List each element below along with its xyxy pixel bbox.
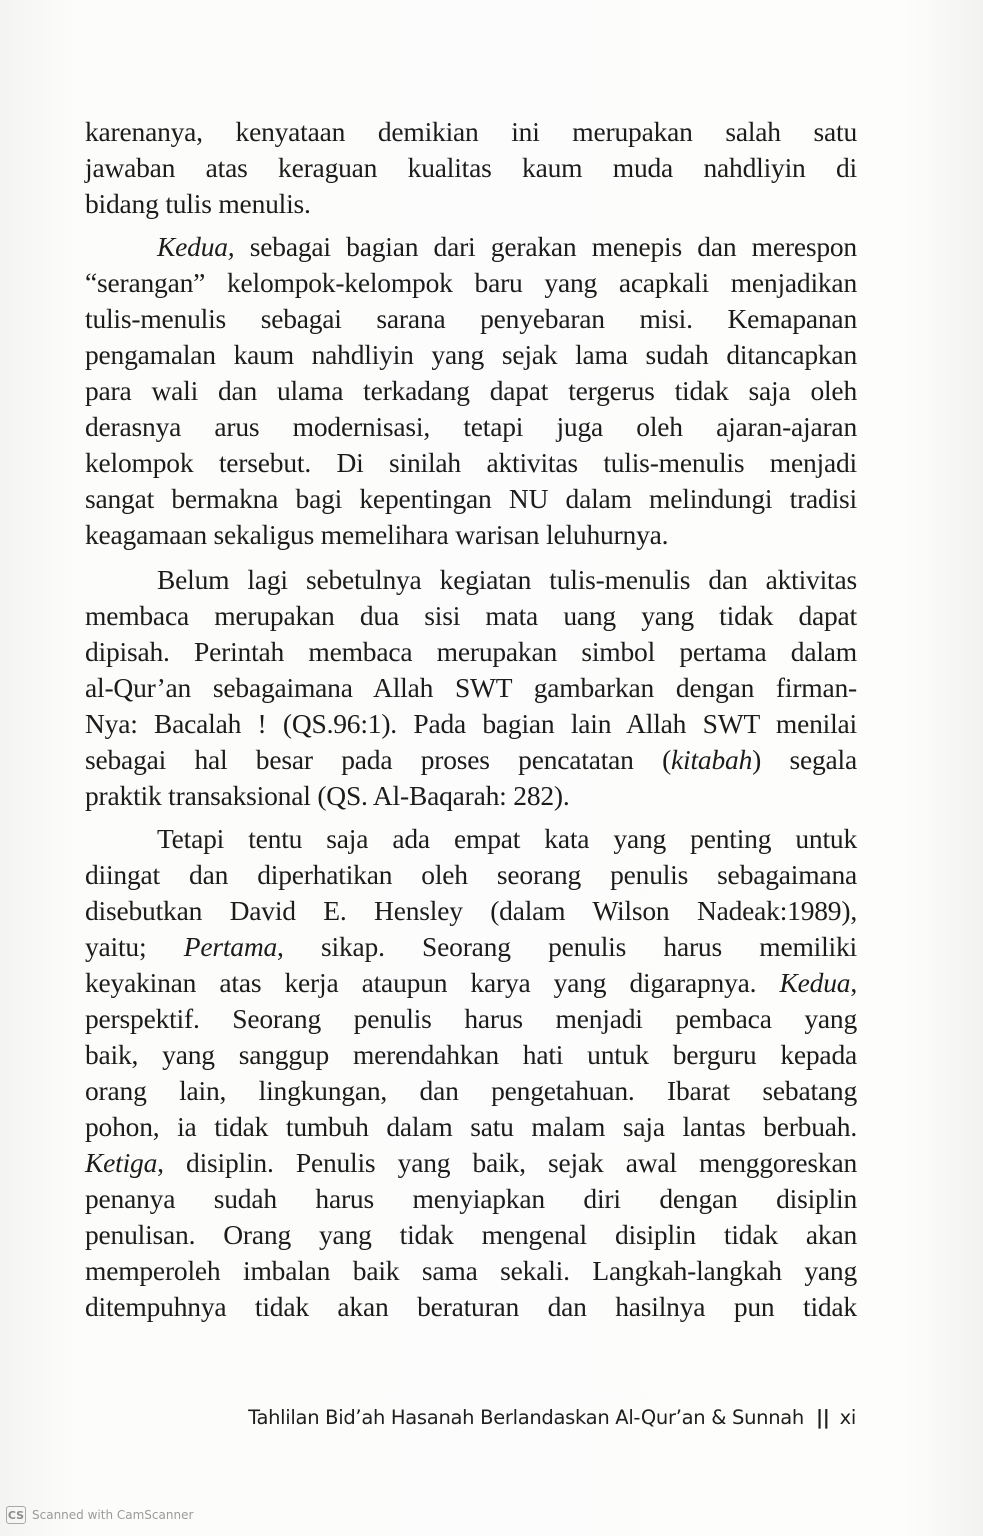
camscanner-watermark [6,1506,193,1524]
text-line: dipisah. Perintah membaca merupakan simbol pertama dalam [85,636,857,667]
italic-term: kitabah [671,744,753,775]
page-number: xi [839,1406,856,1429]
text-line: “serangan” kelompok-kelompok baru yang acapkali menjadikan [85,267,857,298]
text-line: jawaban atas keraguan kualitas kaum muda nahdliyin di [85,152,857,183]
text-line: diingat dan diperhatikan oleh seorang penulis sebagaimana [85,859,857,890]
footer-separator: || [815,1406,830,1429]
text-line: penanya sudah harus menyiapkan diri dengan disiplin [85,1183,857,1214]
text-line: al-Qur’an sebagaimana Allah SWT gambarkan dengan firman- [85,672,857,703]
running-footer [200,1406,856,1429]
text-line: sangat bermakna bagi kepentingan NU dalam melindungi tradisi [85,483,857,514]
italic-term: Kedua, [157,231,235,262]
text-run: , [850,967,857,998]
text-line: disebutkan David E. Hensley (dalam Wilson Nadeak:1989), [85,895,857,926]
italic-term: Pertama [183,931,278,962]
text-line: kelompok tersebut. Di sinilah aktivitas tulis-menulis menjadi [85,447,857,478]
text-line: tulis-menulis sebagai sarana penyebaran misi. Kemapanan [85,303,857,334]
text-run: , disiplin. Penulis yang baik, sejak awal menggoreskan [157,1147,857,1178]
running-title: Tahlilan Bid’ah Hasanah Berlandaskan Al-Qur’an & Sunnah [248,1406,804,1429]
text-line: praktik transaksional (QS. Al-Baqarah: 282). [85,780,570,811]
text-line: keagamaan sekaligus memelihara warisan leluhurnya. [85,519,669,550]
text-line: perspektif. Seorang penulis harus menjadi pembaca yang [85,1003,857,1034]
text-line: baik, yang sanggup merendahkan hati untuk berguru kepada [85,1039,857,1070]
text-line: membaca merupakan dua sisi mata uang yang tidak dapat [85,600,857,631]
paragraph-3 [85,562,857,814]
text-line [85,742,857,778]
paragraph-2 [85,229,857,553]
paragraph-4 [85,821,857,1325]
text-run: ) segala [752,744,857,775]
text-run: sebagai bagian dari gerakan menepis dan merespon [234,231,857,262]
text-line: derasnya arus modernisasi, tetapi juga oleh ajaran-ajaran [85,411,857,442]
watermark-text: Scanned with CamScanner [32,1508,194,1522]
italic-term: Ketiga [85,1147,158,1178]
text-line: pohon, ia tidak tumbuh dalam satu malam saja lantas berbuah. [85,1111,857,1142]
text-line: Tetapi tentu saja ada empat kata yang penting untuk [157,823,857,854]
text-line: Belum lagi sebetulnya kegiatan tulis-menulis dan aktivitas [157,564,857,595]
text-line: Nya: Bacalah ! (QS.96:1). Pada bagian lain Allah SWT menilai [85,708,857,739]
text-line: bidang tulis menulis. [85,188,311,219]
text-run: , sikap. Seorang penulis harus memiliki [277,931,857,962]
text-line [85,1145,857,1181]
text-run: sebagai hal besar pada proses pencatatan ( [85,744,672,775]
paragraph-1 [85,114,857,222]
text-line [85,929,857,965]
italic-term: Kedua [779,967,851,998]
text-line: pengamalan kaum nahdliyin yang sejak lama sudah ditancapkan [85,339,857,370]
text-line: orang lain, lingkungan, dan pengetahuan. Ibarat sebatang [85,1075,857,1106]
text-line: memperoleh imbalan baik sama sekali. Langkah-langkah yang [85,1255,857,1286]
text-line: penulisan. Orang yang tidak mengenal disiplin tidak akan [85,1219,857,1250]
text-line [85,229,857,265]
text-line: karenanya, kenyataan demikian ini merupakan salah satu [85,116,857,147]
text-run: yaitu; [85,931,184,962]
camscanner-logo-icon: CS [6,1506,26,1524]
text-run: keyakinan atas kerja ataupun karya yang digarapnya. [85,967,780,998]
text-line: ditempuhnya tidak akan beraturan dan hasilnya pun tidak [85,1291,857,1322]
text-line: para wali dan ulama terkadang dapat tergerus tidak saja oleh [85,375,857,406]
text-line [85,965,857,1001]
